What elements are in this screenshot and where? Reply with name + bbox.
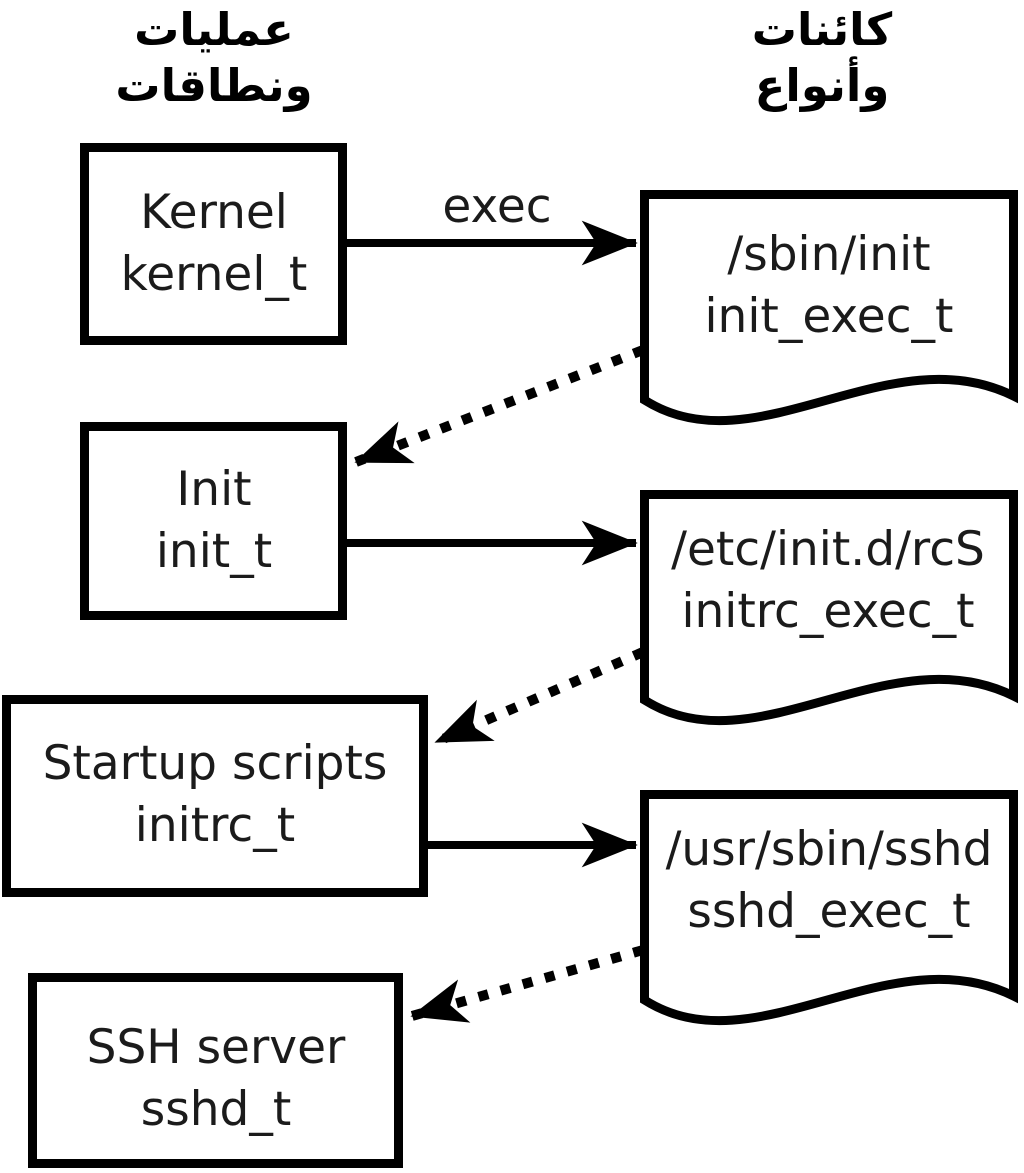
- object-type: sshd_exec_t: [687, 884, 971, 939]
- exec-edge-label: exec: [442, 179, 552, 234]
- process-label-ssh-server: [6, 1017, 426, 1141]
- process-label-startup-scripts: [5, 733, 425, 857]
- header-line: كائنات: [751, 3, 893, 56]
- object-label-usr-sbin-sshd: [619, 819, 1024, 943]
- process-name: Startup scripts: [42, 736, 388, 791]
- process-name: SSH server: [86, 1020, 346, 1075]
- header-line: عمليات: [134, 3, 294, 56]
- object-label-sbin-init: [619, 224, 1024, 348]
- column-header-processes-domains: [54, 2, 374, 114]
- process-label-kernel: [4, 182, 424, 306]
- process-name: Init: [176, 462, 252, 517]
- transition-arrow-rcs-to-startup: [436, 652, 643, 742]
- process-type: sshd_t: [140, 1082, 292, 1137]
- process-label-init: [4, 459, 424, 583]
- object-path: /etc/init.d/rcS: [671, 522, 985, 577]
- object-path: /usr/sbin/sshd: [665, 822, 993, 877]
- header-line: ونطاقات: [115, 59, 313, 112]
- object-type: init_exec_t: [704, 289, 954, 344]
- column-header-objects-types: [662, 2, 982, 114]
- object-type: initrc_exec_t: [681, 584, 975, 639]
- transition-arrow-sshd-to-ssh-server: [412, 950, 643, 1016]
- process-type: initrc_t: [134, 798, 296, 853]
- object-path: /sbin/init: [727, 227, 931, 282]
- header-line: وأنواع: [754, 59, 890, 112]
- object-label-etc-initd-rcs: [618, 519, 1024, 643]
- transition-arrow-sbin-init-to-init: [356, 350, 643, 462]
- process-type: init_t: [155, 524, 273, 579]
- process-name: Kernel: [140, 185, 288, 240]
- process-type: kernel_t: [120, 247, 308, 302]
